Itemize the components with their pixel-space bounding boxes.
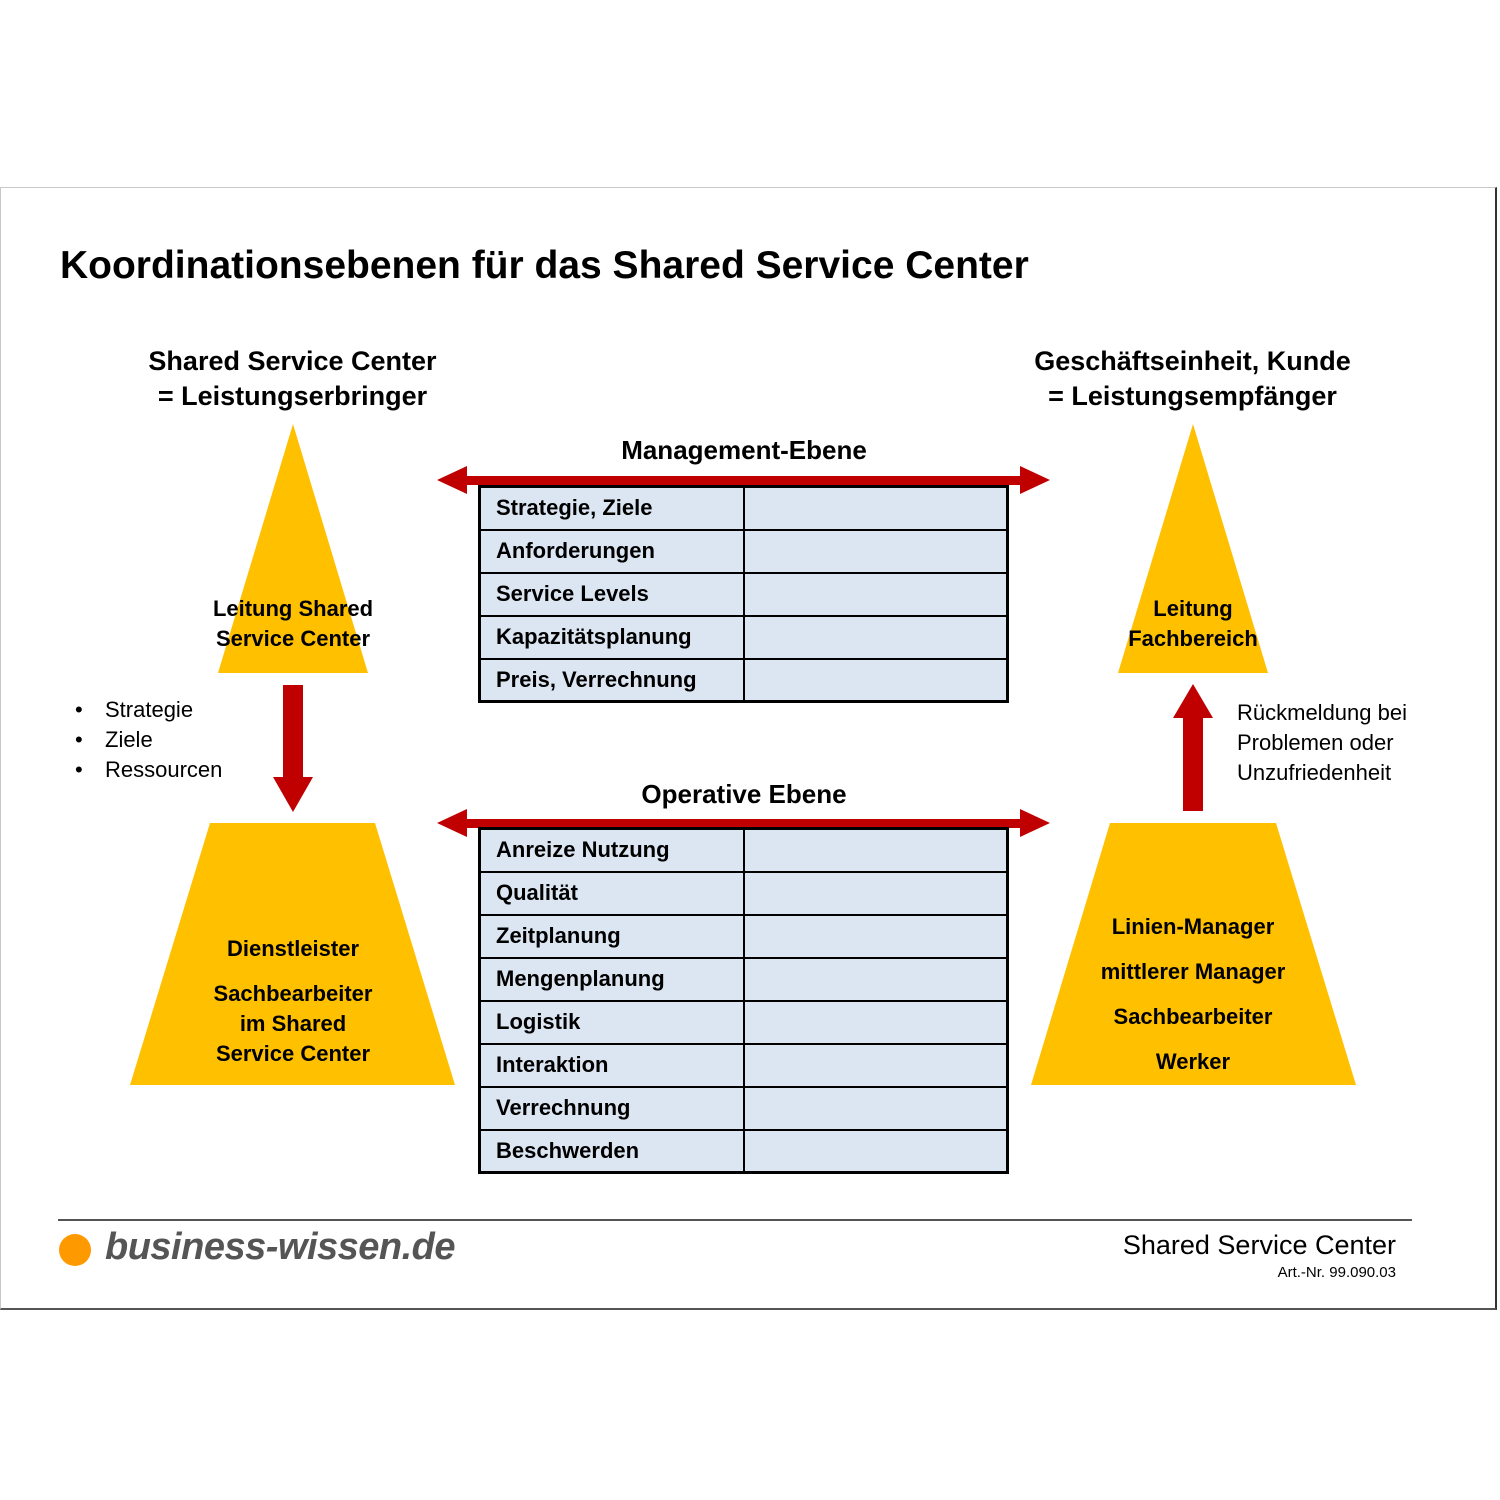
table-row [480,1044,1008,1087]
table-cell: Strategie, Ziele [480,487,744,530]
table-cell: Preis, Verrechnung [480,659,744,702]
table-cell: Verrechnung [480,1087,744,1130]
table-cell-empty [744,1087,1008,1130]
table-cell: Zeitplanung [480,915,744,958]
right-bottom-label [1063,904,1323,1084]
up-arrow-icon [1173,684,1213,811]
left-bottom-label-line1: Dienstleister [226,936,360,961]
right-bottom-label-line: Linien-Manager [1111,914,1275,939]
table-cell: Mengenplanung [480,958,744,1001]
table-cell-empty [744,573,1008,616]
down-arrow-icon [273,685,313,812]
footer-article-number: Art.-Nr. 99.090.03 [1277,1264,1396,1281]
left-top-label-line1: Leitung Shared [212,596,374,621]
footer-doc-title: Shared Service Center [1122,1230,1396,1260]
operative-table [478,827,1009,1174]
left-top-label [168,594,418,654]
table-row [480,616,1008,659]
table-cell-empty [744,829,1008,872]
feedback-line: Problemen oder [1237,730,1394,755]
table-cell-empty [744,616,1008,659]
table-row [480,872,1008,915]
table-row [480,1001,1008,1044]
table-cell: Qualität [480,872,744,915]
bullet-item: • Ziele [75,725,222,755]
page-title: Koordinationsebenen für das Shared Service Center [60,244,1029,287]
right-top-label [1068,594,1318,654]
table-cell: Anforderungen [480,530,744,573]
table-row [480,915,1008,958]
table-cell-empty [744,958,1008,1001]
feedback-line: Unzufriedenheit [1237,760,1392,785]
right-top-label-line2: Fachbereich [1128,626,1258,651]
table-row [480,1130,1008,1173]
table-row [480,829,1008,872]
table-cell-empty [744,487,1008,530]
right-bottom-label-line: mittlerer Manager [1100,959,1286,984]
management-table [478,485,1009,703]
bullet-item: • Ressourcen [75,755,222,785]
table-row [480,659,1008,702]
table-row [480,573,1008,616]
footer-divider [58,1219,1412,1221]
right-heading-line2: = Leistungsempfänger [1048,381,1337,411]
table-cell-empty [744,659,1008,702]
left-top-label-line2: Service Center [215,626,371,651]
logo-text: business-wissen.de [105,1226,456,1268]
table-cell: Service Levels [480,573,744,616]
table-row [480,487,1008,530]
feedback-text [1237,698,1407,788]
left-bottom-label-line2: Sachbearbeiter [213,981,373,1006]
logo-dot-icon [59,1234,91,1266]
left-bullet-list [75,695,222,785]
left-heading-line2: = Leistungserbringer [157,381,428,411]
table-cell-empty [744,872,1008,915]
table-cell: Anreize Nutzung [480,829,744,872]
table-cell-empty [744,1130,1008,1173]
table-cell-empty [744,530,1008,573]
table-row [480,958,1008,1001]
operative-level-label: Operative Ebene [641,779,847,809]
table-cell: Logistik [480,1001,744,1044]
right-top-label-line1: Leitung [1153,596,1233,621]
table-cell-empty [744,915,1008,958]
left-heading-line1: Shared Service Center [148,346,437,376]
right-bottom-label-line: Werker [1155,1049,1231,1074]
table-row [480,530,1008,573]
left-bottom-label [168,934,418,1069]
right-bottom-label-line: Sachbearbeiter [1113,1004,1273,1029]
left-bottom-label-line4: Service Center [215,1041,371,1066]
bullet-item: • Strategie [75,695,222,725]
table-cell-empty [744,1044,1008,1087]
table-row [480,1087,1008,1130]
table-cell-empty [744,1001,1008,1044]
management-level-label: Management-Ebene [621,435,867,465]
right-heading-line1: Geschäftseinheit, Kunde [1034,346,1351,376]
table-cell: Interaktion [480,1044,744,1087]
table-cell: Beschwerden [480,1130,744,1173]
feedback-line: Rückmeldung bei [1237,700,1407,725]
table-cell: Kapazitätsplanung [480,616,744,659]
left-bottom-label-line3: im Shared [239,1011,347,1036]
